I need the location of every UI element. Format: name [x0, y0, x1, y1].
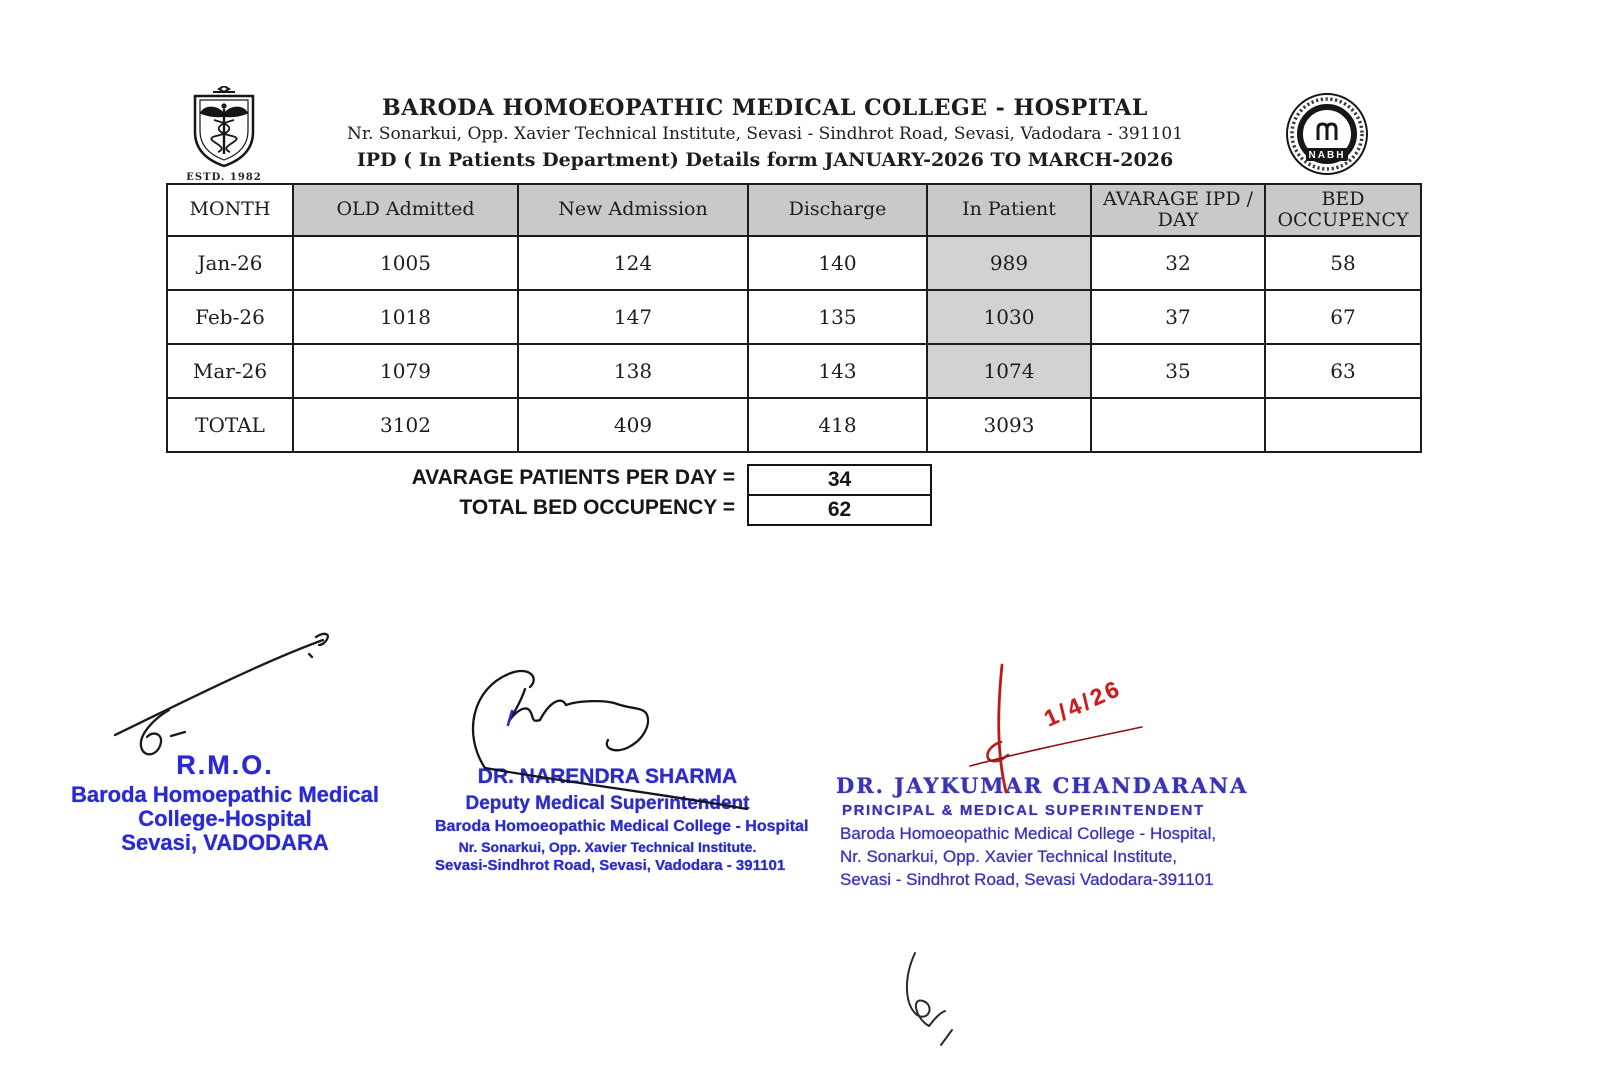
- principal-stamp: [836, 775, 1256, 894]
- estd-caption: ESTD. 1982: [186, 172, 262, 183]
- col-header-discharge: Discharge: [748, 184, 927, 236]
- col-header-in-patient: In Patient: [927, 184, 1091, 236]
- stamp-line: Baroda Homoepathic Medical: [70, 782, 380, 807]
- stamp-line: Nr. Sonarkui, Opp. Xavier Technical Institute.: [458, 839, 757, 855]
- cell-old-admitted: 1005: [293, 236, 518, 290]
- col-header-bed-occupancy: BED OCCUPENCY: [1265, 184, 1421, 236]
- nabh-logo: [1282, 90, 1372, 180]
- cell-average-ipd: 37: [1091, 290, 1265, 344]
- ink-initial-mark: [885, 945, 975, 1050]
- cell-discharge: 143: [748, 344, 927, 398]
- col-header-month: MONTH: [167, 184, 293, 236]
- cell-in-patient: 989: [927, 236, 1091, 290]
- nabh-seal-icon: [1282, 90, 1372, 180]
- table-row-feb: [167, 290, 1421, 344]
- summary-value-box: [747, 464, 932, 526]
- cell-total-new-admission: 409: [518, 398, 748, 452]
- cell-in-patient: 1074: [927, 344, 1091, 398]
- stamp-line: PRINCIPAL & MEDICAL SUPERINTENDENT: [842, 802, 1205, 819]
- cell-month: Feb-26: [167, 290, 293, 344]
- stamp-line: Nr. Sonarkui, Opp. Xavier Technical Institute,: [840, 847, 1178, 866]
- empty-cell: [1265, 398, 1421, 452]
- cell-old-admitted: 1018: [293, 290, 518, 344]
- ipd-table: [166, 183, 1422, 453]
- cell-month: Mar-26: [167, 344, 293, 398]
- cell-new-admission: 138: [518, 344, 748, 398]
- col-header-old-admitted: OLD Admitted: [293, 184, 518, 236]
- table-row-mar: [167, 344, 1421, 398]
- cell-total-discharge: 418: [748, 398, 927, 452]
- total-bed-occupancy-value: 62: [827, 498, 852, 521]
- cell-average-ipd: 32: [1091, 236, 1265, 290]
- rmo-signature: [95, 622, 340, 767]
- report-title: IPD ( In Patients Department) Details form JANUARY-2026 TO MARCH-2026: [356, 149, 1174, 171]
- cell-in-patient: 1030: [927, 290, 1091, 344]
- cell-discharge: 140: [748, 236, 927, 290]
- hospital-name: BARODA HOMOEOPATHIC MEDICAL COLLEGE - HOSPITAL: [382, 95, 1148, 121]
- cell-bed-occupancy: 63: [1265, 344, 1421, 398]
- stamp-line: Baroda Homoeopathic Medical College - Hospital,: [840, 824, 1217, 843]
- deputy-ms-stamp: [435, 765, 809, 874]
- cell-new-admission: 147: [518, 290, 748, 344]
- stamp-line: DR. NARENDRA SHARMA: [477, 765, 738, 788]
- cell-old-admitted: 1079: [293, 344, 518, 398]
- shield-caduceus-icon: [183, 86, 265, 170]
- avg-patients-per-day-value: 34: [749, 466, 930, 496]
- handwritten-date: 1/4/26: [1040, 674, 1126, 732]
- cell-bed-occupancy: 58: [1265, 236, 1421, 290]
- hospital-address: Nr. Sonarkui, Opp. Xavier Technical Institute, Sevasi - Sindhrot Road, Sevasi, Vadodara - 391101: [346, 124, 1184, 144]
- table-header-row: [167, 184, 1421, 236]
- avg-patients-per-day-label: AVARAGE PATIENTS PER DAY =: [411, 466, 735, 489]
- cell-month: Jan-26: [167, 236, 293, 290]
- nabh-label: NABH: [1308, 150, 1346, 161]
- stamp-line: Baroda Homoeopathic Medical College - Hospital: [435, 818, 809, 835]
- total-bed-occupancy-label: TOTAL BED OCCUPENCY =: [459, 496, 735, 519]
- stamp-line: Sevasi-Sindhrot Road, Sevasi, Vadodara - 391101: [435, 857, 786, 874]
- stamp-line: Sevasi, VADODARA: [121, 830, 329, 855]
- stamp-line: College-Hospital: [138, 806, 312, 831]
- table-row-jan: [167, 236, 1421, 290]
- rmo-stamp: [58, 752, 392, 856]
- cell-discharge: 135: [748, 290, 927, 344]
- stamp-line: Sevasi - Sindhrot Road, Sevasi Vadodara-391101: [840, 870, 1214, 889]
- cell-total-in-patient: 3093: [927, 398, 1091, 452]
- stamp-line: Deputy Medical Superintendent: [465, 793, 750, 814]
- college-crest-logo: [183, 86, 265, 183]
- cell-average-ipd: 35: [1091, 344, 1265, 398]
- col-header-average-ipd-day: AVARAGE IPD / DAY: [1091, 184, 1265, 236]
- cell-total-label: TOTAL: [167, 398, 293, 452]
- stamp-line: DR. JAYKUMAR CHANDARANA: [836, 773, 1249, 798]
- cell-total-old-admitted: 3102: [293, 398, 518, 452]
- col-header-new-admission: New Admission: [518, 184, 748, 236]
- empty-cell: [1091, 398, 1265, 452]
- cell-bed-occupancy: 67: [1265, 290, 1421, 344]
- table-total-row: [167, 398, 1421, 452]
- stamp-line: R.M.O.: [176, 750, 274, 780]
- cell-new-admission: 124: [518, 236, 748, 290]
